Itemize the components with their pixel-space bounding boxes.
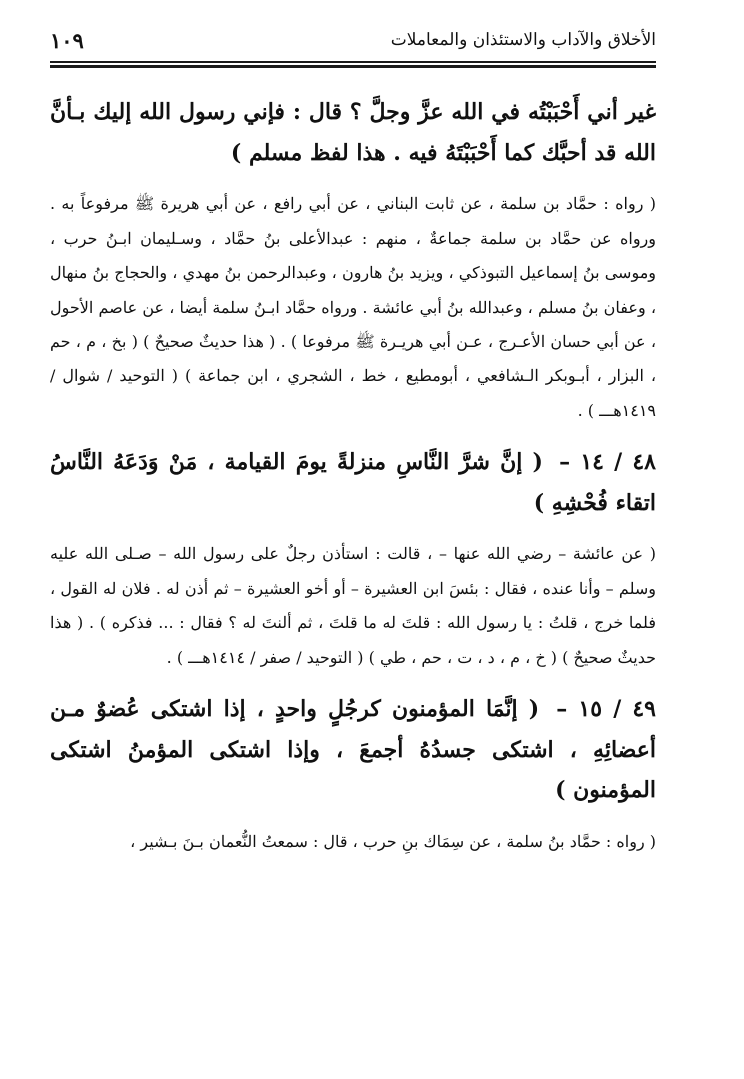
- header-rule-thick: [50, 65, 656, 68]
- hadith-48: [50, 442, 656, 523]
- page-number: ١٠٩: [50, 28, 84, 53]
- hadith-49: [50, 689, 656, 811]
- hadith-number: ٤٨ / ١٤ –: [559, 449, 656, 476]
- header-rule-thin: [50, 61, 656, 63]
- hadith-text-continuation: غير أني أَحْبَبْتُه في الله عزَّ وجلَّ ؟ قال : فإني رسول الله إليك بـأنَّ الله قد أحبَّك كما أَحْبَبْتَهُ فيه . هذا لفظ مسلم ): [50, 99, 656, 166]
- takhrij-note: ( رواه : حمَّاد بن سلمة ، عن ثابت البناني ، عن أبي رافع ، عن أبي هريرة ﷺ مرفوعاً به . ورواه عن حمَّاد بن سلمة جماعةٌ ، منهم : عبدالأعلى بنُ حمَّاد ، وسـليمان ابـنُ حرب ، وموسى بنُ إسماعيل التبوذكي ، ويزيد بنُ هارون ، وعبدالرحمن بنُ مهدي ، والحجاج بنُ منهال ، وعفان بنُ مسلم ، وعبدالله بنُ أبي عائشة . ورواه حمَّاد ابـنُ سلمة أيضا ، عن عاصم الأحول ، عن أبي حسان الأعـرج ، عـن أبي هريـرة ﷺ مرفوعا ) . ( هذا حديثٌ صحيحٌ ) ( بخ ، م ، حم ، البزار ، أبـوبكر الـشافعي ، أبومطيع ، خط ، الشجري ، ابن جماعة ) ( التوحيد / شوال / ١٤١٩هـــ ) .: [50, 194, 657, 420]
- running-header: [50, 28, 656, 58]
- hadith-text: ( إنَّمَا المؤمنون كرجُلٍ واحدٍ ، إذا اشتكى عُضوٌ مـن أعضائِهِ ، اشتكى جسدُهُ أجمعَ ، وإذا اشتكى المؤمنُ اشتكى المؤمنون ): [50, 696, 656, 804]
- takhrij-note: ( عن عائشة – رضي الله عنها – ، قالت : استأذن رجلٌ على رسول الله – صـلى الله عليه وسلم – وأنا عنده ، فقال : بئسَ ابن العشيرة – أو أخو العشيرة – ثم أذن له . فلان له القول ، فلما خرج ، قلتُ : يا رسول الله : قلتَ له ما قلتَ ، ثم ألنتَ له ؟ فقال : ... فذكره ) . ( هذا حديثٌ صحيحٌ ) ( خ ، م ، د ، ت ، حم ، طي ) ( التوحيد / صفر / ١٤١٤هـــ ) .: [50, 544, 657, 667]
- running-title: الأخلاق والآداب والاستئذان والمعاملات: [390, 30, 656, 50]
- hadith-text: ( إنَّ شرَّ النَّاسِ منزلةً يومَ القيامة ، مَنْ وَدَعَهُ النَّاسُ اتقاء فُحْشِهِ ): [50, 449, 656, 516]
- page-body: [50, 92, 656, 874]
- hadith-number: ٤٩ / ١٥ –: [556, 696, 656, 723]
- takhrij-note: ( رواه : حمَّاد بنُ سلمة ، عن سِمَاك بنِ حرب ، قال : سمعتُ النُّعمان بـنَ بـشير ،: [130, 832, 656, 852]
